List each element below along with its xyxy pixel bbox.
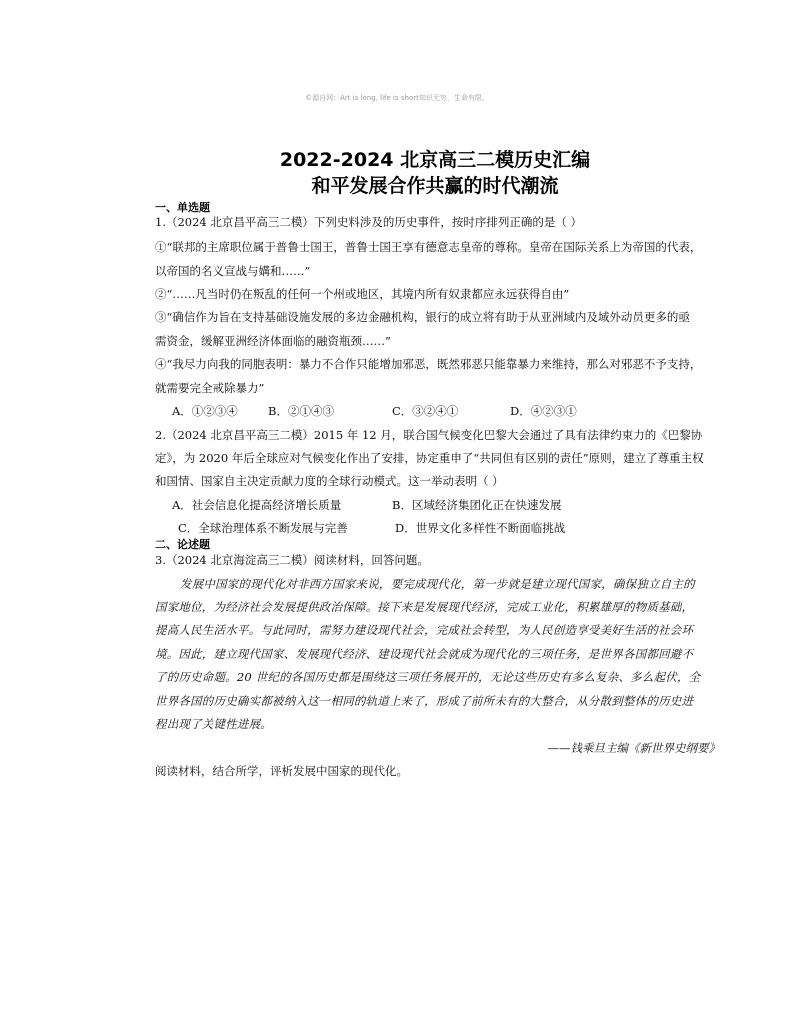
section-heading-single-choice: 一、单选题 xyxy=(155,201,210,214)
q1-source-1-line-1: ①“联邦的主席职位属于普鲁士国王，普鲁士国王享有德意志皇帝的尊称。皇帝在国际关系上为帝国的代表， xyxy=(155,240,702,254)
q2-stem-line-2: 定》，为 2020 年后全球应对气候变化作出了安排，协定重申了“共同但有区别的责任”原则，建立了尊重主权 xyxy=(155,451,704,465)
q1-option-b: B．②①④③ xyxy=(268,404,334,418)
q2-stem-line-3: 和国情、国家自主决定贡献力度的全球行动模式。这一举动表明（ ） xyxy=(155,474,504,488)
q2-stem-line-1: 2.（2024 北京昌平高三二模）2015 年 12 月，联合国气候变化巴黎大会通过了具有法律约束力的《巴黎协 xyxy=(155,428,703,442)
q3-material-line-7: 程出现了关键性进展。 xyxy=(155,717,272,731)
q1-source-1-line-2: 以帝国的名义宣战与媾和……” xyxy=(155,264,311,278)
q1-stem: 1.（2024 北京昌平高三二模）下列史料涉及的历史事件，按时序排列正确的是（ ） xyxy=(155,215,583,229)
q2-option-a: A．社会信息化提高经济增长质量 xyxy=(172,498,342,512)
q1-source-3-line-2: 需资金，缓解亚洲经济体面临的融资瓶颈……” xyxy=(155,334,391,348)
q3-material-source: ——钱乘旦主编《新世界史纲要》 xyxy=(547,741,720,755)
q1-source-4-line-1: ④“我尽力向我的同胞表明：暴力不合作只能增加邪恶，既然邪恶只能靠暴力来维持，那么对邪恶不予支持， xyxy=(155,357,702,371)
q3-material-line-1: 发展中国家的现代化对非西方国家来说，要完成现代化，第一步就是建立现代国家，确保独立自主的 xyxy=(180,577,695,591)
q2-option-d: D．世界文化多样性不断面临挑战 xyxy=(395,521,566,535)
q2-option-b: B．区域经济集团化正在快速发展 xyxy=(392,498,562,512)
q3-material-line-3: 提高人民生活水平。与此同时，需努力建设现代社会，完成社会转型，为人民创造享受美好生活的社会环 xyxy=(155,623,694,637)
document-subtitle: 和平发展合作共赢的时代潮流 xyxy=(311,175,559,197)
q1-source-4-line-2: 就需要完全戒除暴力” xyxy=(155,381,265,395)
q1-source-2: ②“……凡当时仍在叛乱的任何一个州或地区，其境内所有奴隶都应永远获得自由” xyxy=(155,287,570,301)
q2-option-c: C．全球治理体系不断发展与完善 xyxy=(178,521,348,535)
q3-material-line-4: 境。因此，建立现代国家、发展现代经济、建设现代社会就成为现代化的三项任务，是世界各国都回避不 xyxy=(155,647,694,661)
q3-stem: 3.（2024 北京海淀高三二模）阅读材料，回答问题。 xyxy=(155,553,429,567)
q3-material-line-5: 了的历史命题。20 世纪的各国历史都是围绕这三项任务展开的，无论这些历史有多么复杂、多么起伏，全 xyxy=(155,670,701,684)
q3-material-line-6: 世界各国的历史确实都被纳入这一相同的轨道上来了，形成了前所未有的大整合，从分散到整体的历史进 xyxy=(155,694,694,708)
q1-option-d: D．④②③① xyxy=(510,404,577,418)
q1-option-c: C．③②④① xyxy=(392,404,459,418)
q3-question: 阅读材料，结合所学，评析发展中国家的现代化。 xyxy=(155,764,408,778)
document-title: 2022-2024 北京高三二模历史汇编 xyxy=(279,149,591,171)
q1-source-3-line-1: ③“确信作为旨在支持基础设施发展的多边金融机构，银行的成立将有助于从亚洲域内及域外动员更多的亟 xyxy=(155,310,690,324)
section-heading-essay: 二、论述题 xyxy=(155,538,210,551)
watermark: ©源自网：Art is long, life is short知识无穷，生命有限。 xyxy=(305,94,489,102)
q3-material-line-2: 国家地位，为经济社会发展提供政治保障。接下来是发展现代经济，完成工业化，积累雄厚的物质基础， xyxy=(155,600,694,614)
q1-option-a: A．①②③④ xyxy=(172,404,238,418)
